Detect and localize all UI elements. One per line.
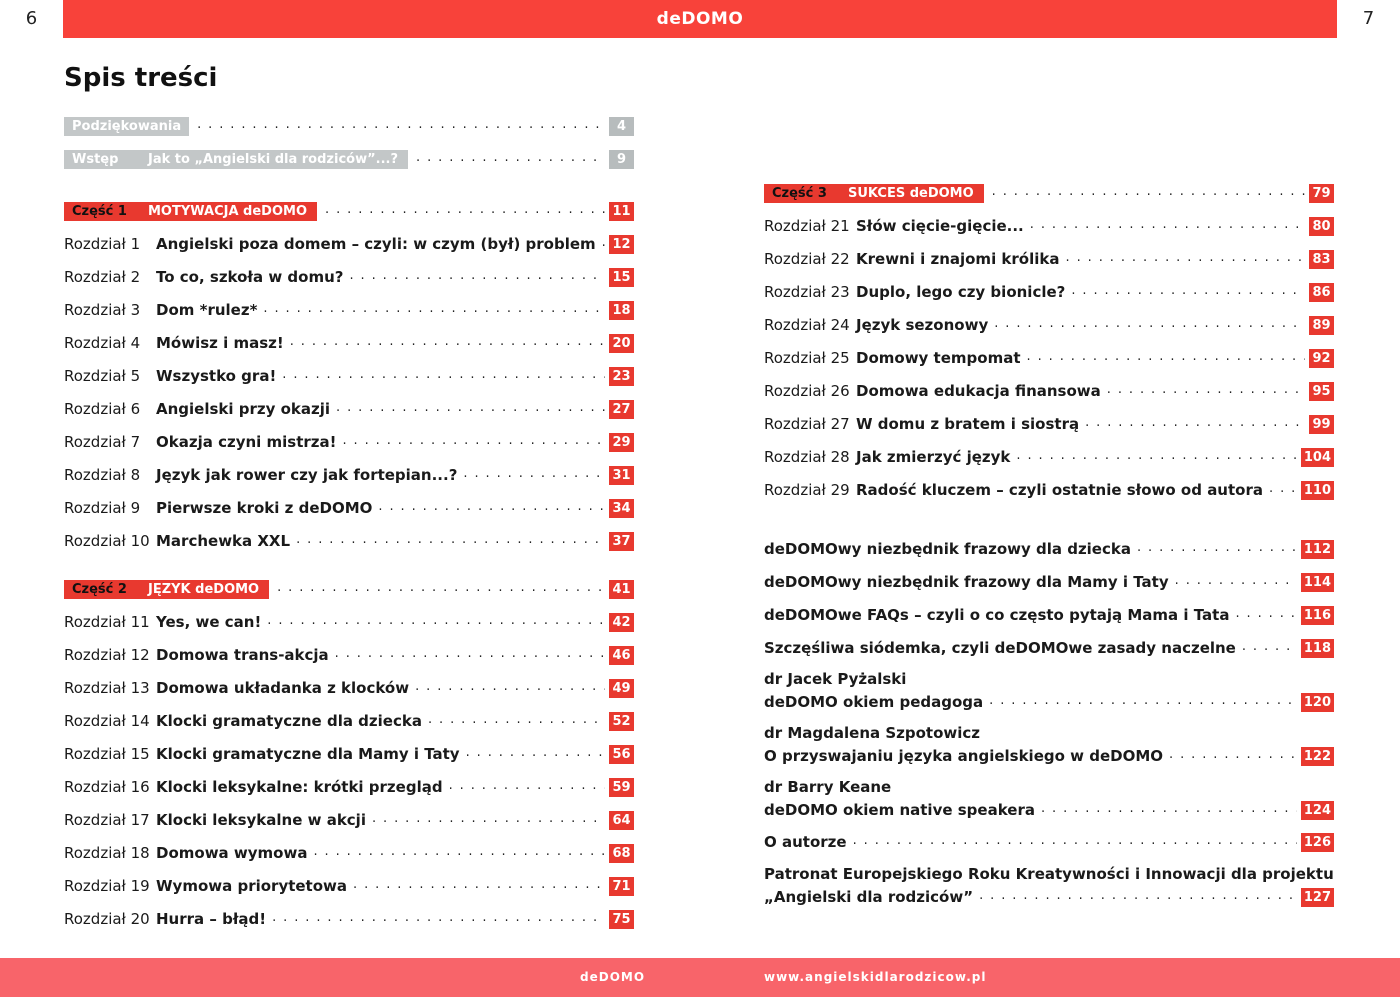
page-number: 89 — [1309, 316, 1334, 335]
extra-title: deDOMOwe FAQs – czyli o co często pytają Mama i Tata — [764, 606, 1230, 624]
section-badge: Podziękowania — [64, 117, 189, 136]
leader-dots — [989, 691, 1297, 713]
chapter-label: Rozdział 14 — [64, 712, 150, 730]
leader-dots — [335, 644, 605, 666]
chapter-label: Rozdział 4 — [64, 334, 141, 352]
leader-dots — [1169, 745, 1297, 767]
chapter-label: Rozdział 23 — [764, 283, 850, 301]
toc-chapter-entry[interactable] — [64, 677, 634, 699]
leader-dots — [449, 776, 605, 798]
chapter-label: Rozdział 26 — [764, 382, 850, 400]
toc-chapter-entry[interactable] — [764, 380, 1334, 402]
leader-dots — [1137, 538, 1297, 560]
toc-chapter-entry[interactable] — [64, 233, 634, 255]
chapter-label: Rozdział 20 — [64, 910, 150, 928]
page-number: 127 — [1301, 888, 1334, 907]
chapter-title: W domu z bratem i siostrą — [856, 415, 1080, 433]
page-number: 52 — [609, 712, 634, 731]
chapter-title: Hurra – błąd! — [156, 910, 267, 928]
page-number: 86 — [1309, 283, 1334, 302]
extra-title: O przyswajaniu języka angielskiego w deDOMO — [764, 747, 1164, 765]
leader-dots — [277, 578, 605, 600]
page-number: 27 — [609, 400, 634, 419]
leader-dots — [197, 115, 605, 137]
leader-dots — [416, 148, 605, 170]
chapter-label: Rozdział 9 — [64, 499, 141, 517]
page-number: 104 — [1301, 448, 1334, 467]
chapter-title: Duplo, lego czy bionicle? — [856, 283, 1066, 301]
extra-title: „Angielski dla rodziców” — [764, 888, 974, 906]
toc-part-2[interactable] — [64, 578, 634, 600]
toc-extra-entry[interactable] — [764, 604, 1334, 626]
toc-chapter-entry[interactable] — [64, 266, 634, 288]
chapter-label: Rozdział 10 — [64, 532, 150, 550]
chapter-label: Rozdział 25 — [764, 349, 850, 367]
chapter-label: Rozdział 1 — [64, 235, 141, 253]
extra-title: deDOMO okiem native speakera — [764, 801, 1035, 819]
chapter-label: Rozdział 27 — [764, 415, 850, 433]
page-number: 122 — [1301, 747, 1334, 766]
leader-dots — [1235, 604, 1296, 626]
chapter-label: Rozdział 5 — [64, 367, 141, 385]
toc-part-3[interactable] — [764, 182, 1334, 204]
toc-chapter-entry[interactable] — [64, 809, 634, 831]
toc-entry-acknowledgements[interactable] — [64, 115, 634, 137]
page-number-right: 7 — [1337, 0, 1400, 38]
page-number: 34 — [609, 499, 634, 518]
page-number: 20 — [609, 334, 634, 353]
leader-dots — [290, 332, 605, 354]
page-number: 4 — [609, 117, 634, 136]
extra-title: deDOMOwy niezbędnik frazowy dla Mamy i Taty — [764, 573, 1169, 591]
page-number: 114 — [1301, 573, 1334, 592]
chapter-title: Krewni i znajomi królika — [856, 250, 1060, 268]
section-badge: Wstęp Jak to „Angielski dla rodziców”...? — [64, 150, 408, 169]
page-number: 18 — [609, 301, 634, 320]
page-number: 37 — [609, 532, 634, 551]
chapter-label: Rozdział 12 — [64, 646, 150, 664]
toc-chapter-entry[interactable] — [764, 446, 1334, 468]
toc-chapter-entry[interactable] — [764, 347, 1334, 369]
leader-dots — [342, 431, 605, 453]
toc-chapter-entry[interactable] — [64, 398, 634, 420]
leader-dots — [1030, 215, 1305, 237]
chapter-title: Angielski poza domem – czyli: w czym (był) problem — [156, 235, 596, 253]
extra-entry-heading: Patronat Europejskiego Roku Kreatywności i Innowacji dla projektu — [764, 865, 1334, 883]
part-badge: Część 1 MOTYWACJA deDOMO — [64, 202, 317, 221]
page-number: 118 — [1301, 639, 1334, 658]
extra-entry-heading: dr Jacek Pyżalski — [764, 670, 907, 688]
page-number: 29 — [609, 433, 634, 452]
chapter-label: Rozdział 28 — [764, 448, 850, 466]
toc-chapter-entry[interactable] — [764, 479, 1334, 501]
page-number: 68 — [609, 844, 634, 863]
leader-dots — [428, 710, 605, 732]
page-number: 23 — [609, 367, 634, 386]
leader-dots — [466, 743, 605, 765]
leader-dots — [1107, 380, 1305, 402]
chapter-title: Domowa edukacja finansowa — [856, 382, 1101, 400]
toc-chapter-entry[interactable] — [64, 743, 634, 765]
page-number: 79 — [1309, 184, 1334, 203]
chapter-label: Rozdział 3 — [64, 301, 141, 319]
extra-entry-heading: dr Magdalena Szpotowicz — [764, 724, 981, 742]
header-brand: deDOMO — [656, 9, 744, 29]
toc-chapter-entry[interactable] — [64, 431, 634, 453]
leader-dots — [1242, 637, 1297, 659]
chapter-label: Rozdział 19 — [64, 877, 150, 895]
leader-dots — [1041, 799, 1297, 821]
toc-chapter-entry[interactable] — [64, 497, 634, 519]
page-number: 64 — [609, 811, 634, 830]
chapter-label: Rozdział 2 — [64, 268, 141, 286]
page-number: 71 — [609, 877, 634, 896]
leader-dots — [1085, 413, 1305, 435]
header-bar — [0, 0, 1400, 38]
page-number: 9 — [609, 150, 634, 169]
leader-dots — [1269, 479, 1297, 501]
chapter-label: Rozdział 7 — [64, 433, 141, 451]
chapter-title: Dom *rulez* — [156, 301, 258, 319]
chapter-label: Rozdział 17 — [64, 811, 150, 829]
page-number: 83 — [1309, 250, 1334, 269]
leader-dots — [463, 464, 605, 486]
footer-url: www.angielskidlarodzicow.pl — [764, 970, 987, 984]
chapter-label: Rozdział 8 — [64, 466, 141, 484]
page-number: 11 — [609, 202, 634, 221]
leader-dots — [853, 831, 1297, 853]
chapter-title: Domowa układanka z klocków — [156, 679, 410, 697]
page-number: 126 — [1301, 833, 1334, 852]
leader-dots — [1066, 248, 1306, 270]
leader-dots — [1027, 347, 1306, 369]
toc-extra-entry[interactable] — [764, 571, 1334, 593]
extra-title: deDOMO okiem pedagoga — [764, 693, 984, 711]
page-number: 124 — [1301, 801, 1334, 820]
toc-chapter-entry[interactable] — [64, 644, 634, 666]
page-number: 92 — [1309, 349, 1334, 368]
leader-dots — [349, 266, 605, 288]
page-number: 75 — [609, 910, 634, 929]
chapter-title: Domowa wymowa — [156, 844, 308, 862]
leader-dots — [282, 365, 605, 387]
leader-dots — [1071, 281, 1305, 303]
toc-extra-entry[interactable] — [764, 886, 1334, 908]
toc-chapter-entry[interactable] — [64, 710, 634, 732]
toc-chapter-entry[interactable] — [64, 776, 634, 798]
chapter-title: Radość kluczem – czyli ostatnie słowo od autora — [856, 481, 1263, 499]
toc-chapter-entry[interactable] — [64, 908, 634, 930]
page-number: 59 — [609, 778, 634, 797]
chapter-label: Rozdział 13 — [64, 679, 150, 697]
chapter-title: Okazja czyni mistrza! — [156, 433, 337, 451]
toc-chapter-entry[interactable] — [64, 842, 634, 864]
page-number: 116 — [1301, 606, 1334, 625]
leader-dots — [267, 611, 605, 633]
chapter-label: Rozdział 11 — [64, 613, 150, 631]
chapter-title: Klocki leksykalne w akcji — [156, 811, 366, 829]
toc-chapter-entry[interactable] — [64, 365, 634, 387]
chapter-label: Rozdział 29 — [764, 481, 850, 499]
footer-brand: deDOMO — [580, 970, 646, 984]
leader-dots — [602, 233, 605, 255]
chapter-title: Domowy tempomat — [856, 349, 1021, 367]
chapter-label: Rozdział 24 — [764, 316, 850, 334]
toc-extra-entry[interactable] — [764, 799, 1334, 821]
page-number: 99 — [1309, 415, 1334, 434]
page-number: 41 — [609, 580, 634, 599]
leader-dots — [979, 886, 1297, 908]
chapter-label: Rozdział 15 — [64, 745, 150, 763]
page-number: 42 — [609, 613, 634, 632]
chapter-title: Język sezonowy — [856, 316, 989, 334]
page-number: 15 — [609, 268, 634, 287]
extra-title: O autorze — [764, 833, 847, 851]
chapter-label: Rozdział 21 — [764, 217, 850, 235]
leader-dots — [296, 530, 605, 552]
toc-chapter-entry[interactable] — [764, 281, 1334, 303]
toc-entry-introduction[interactable] — [64, 148, 634, 170]
leader-dots — [994, 314, 1305, 336]
toc-chapter-entry[interactable] — [64, 464, 634, 486]
extra-entry-heading: dr Barry Keane — [764, 778, 892, 796]
toc-extra-entry[interactable] — [764, 637, 1334, 659]
toc-chapter-entry[interactable] — [64, 875, 634, 897]
leader-dots — [325, 200, 605, 222]
chapter-title: Klocki leksykalne: krótki przegląd — [156, 778, 443, 796]
leader-dots — [372, 809, 605, 831]
toc-chapter-entry[interactable] — [64, 299, 634, 321]
leader-dots — [313, 842, 605, 864]
page-title: Spis treści — [64, 63, 218, 93]
chapter-title: To co, szkoła w domu? — [156, 268, 344, 286]
toc-chapter-entry[interactable] — [764, 314, 1334, 336]
leader-dots — [415, 677, 605, 699]
footer-bar — [0, 958, 1400, 997]
toc-chapter-entry[interactable] — [764, 215, 1334, 237]
extra-title: deDOMOwy niezbędnik frazowy dla dziecka — [764, 540, 1131, 558]
chapter-label: Rozdział 6 — [64, 400, 141, 418]
chapter-title: Mówisz i masz! — [156, 334, 284, 352]
page-number: 112 — [1301, 540, 1334, 559]
chapter-title: Angielski przy okazji — [156, 400, 331, 418]
chapter-title: Domowa trans-akcja — [156, 646, 329, 664]
chapter-title: Klocki gramatyczne dla Mamy i Taty — [156, 745, 460, 763]
extra-title: Szczęśliwa siódemka, czyli deDOMOwe zasady naczelne — [764, 639, 1236, 657]
chapter-title: Język jak rower czy jak fortepian...? — [156, 466, 458, 484]
page-number: 80 — [1309, 217, 1334, 236]
toc-chapter-entry[interactable] — [764, 248, 1334, 270]
chapter-label: Rozdział 18 — [64, 844, 150, 862]
chapter-title: Wymowa priorytetowa — [156, 877, 348, 895]
leader-dots — [272, 908, 605, 930]
toc-chapter-entry[interactable] — [64, 611, 634, 633]
page-number: 95 — [1309, 382, 1334, 401]
toc-extra-entry[interactable] — [764, 831, 1334, 853]
page-number: 46 — [609, 646, 634, 665]
chapter-title: Słów cięcie-gięcie... — [856, 217, 1024, 235]
chapter-label: Rozdział 22 — [764, 250, 850, 268]
toc-chapter-entry[interactable] — [64, 530, 634, 552]
leader-dots — [1016, 446, 1296, 468]
toc-extra-entry[interactable] — [764, 745, 1334, 767]
toc-extra-entry[interactable] — [764, 691, 1334, 713]
page-number-left: 6 — [0, 0, 63, 38]
chapter-title: Wszystko gra! — [156, 367, 277, 385]
chapter-label: Rozdział 16 — [64, 778, 150, 796]
leader-dots — [263, 299, 605, 321]
chapter-title: Jak zmierzyć język — [856, 448, 1011, 466]
toc-chapter-entry[interactable] — [64, 332, 634, 354]
page-number: 120 — [1301, 693, 1334, 712]
chapter-title: Yes, we can! — [156, 613, 262, 631]
leader-dots — [992, 182, 1305, 204]
page-number: 49 — [609, 679, 634, 698]
part-badge: Część 2 JĘZYK deDOMO — [64, 580, 269, 599]
leader-dots — [378, 497, 605, 519]
chapter-title: Pierwsze kroki z deDOMO — [156, 499, 373, 517]
page-number: 31 — [609, 466, 634, 485]
toc-part-1[interactable] — [64, 200, 634, 222]
part-badge: Część 3 SUKCES deDOMO — [764, 184, 984, 203]
page-number: 56 — [609, 745, 634, 764]
leader-dots — [353, 875, 605, 897]
leader-dots — [1175, 571, 1297, 593]
page-number: 110 — [1301, 481, 1334, 500]
page-number: 12 — [609, 235, 634, 254]
leader-dots — [336, 398, 605, 420]
toc-extra-entry[interactable] — [764, 538, 1334, 560]
chapter-title: Marchewka XXL — [156, 532, 291, 550]
chapter-title: Klocki gramatyczne dla dziecka — [156, 712, 422, 730]
toc-chapter-entry[interactable] — [764, 413, 1334, 435]
